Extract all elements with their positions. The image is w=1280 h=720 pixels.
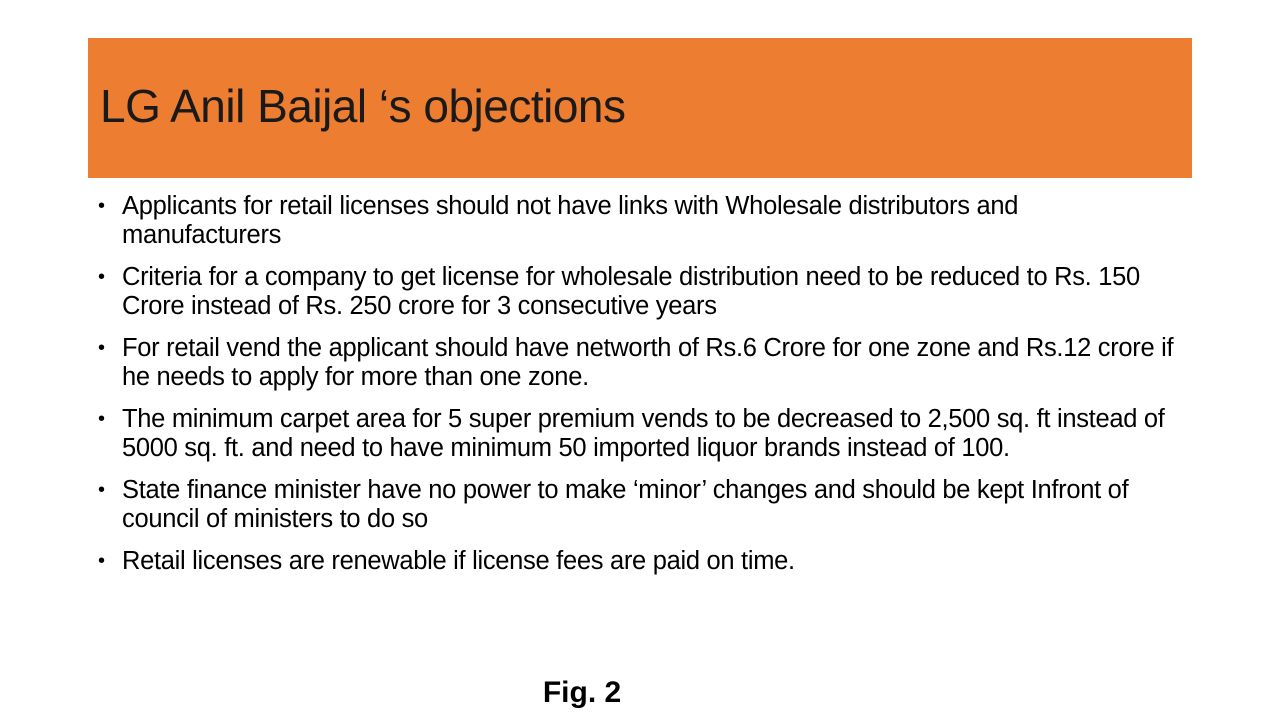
- bullet-item: [98, 547, 1178, 576]
- bullet-dot-icon: •: [98, 266, 105, 288]
- bullet-dot-icon: •: [98, 408, 105, 430]
- bullet-item: [98, 334, 1178, 392]
- bullet-dot-icon: •: [98, 337, 105, 359]
- bullet-text: For retail vend the applicant should have networth of Rs.6 Crore for one zone and Rs.12 crore if he needs to apply for more than one zone.: [122, 334, 1174, 391]
- bullet-dot-icon: •: [98, 550, 105, 572]
- bullet-dot-icon: •: [98, 479, 105, 501]
- bullet-item: [98, 405, 1178, 463]
- bullet-text: State finance minister have no power to make ‘minor’ changes and should be kept Infront of council of ministers to do so: [122, 476, 1129, 533]
- bullet-text: The minimum carpet area for 5 super premium vends to be decreased to 2,500 sq. ft instead of 5000 sq. ft. and need to have minimum 50 imported liquor brands instead of 100.: [122, 405, 1165, 462]
- bullet-item: [98, 476, 1178, 534]
- bullet-dot-icon: •: [98, 195, 105, 217]
- bullet-item: [98, 263, 1178, 321]
- bullet-item: [98, 192, 1178, 250]
- title-bar: [88, 38, 1192, 178]
- slide-title: LG Anil Baijal ‘s objections: [100, 80, 626, 132]
- bullet-text: Applicants for retail licenses should not have links with Wholesale distributors and manufacturers: [122, 192, 1019, 249]
- bullet-list: [98, 192, 1178, 589]
- bullet-text: Criteria for a company to get license for wholesale distribution need to be reduced to Rs. 150 Crore instead of Rs. 250 crore for 3 consecutive years: [122, 263, 1140, 320]
- figure-caption: Fig. 2: [542, 676, 622, 709]
- bullet-text: Retail licenses are renewable if license fees are paid on time.: [122, 547, 795, 575]
